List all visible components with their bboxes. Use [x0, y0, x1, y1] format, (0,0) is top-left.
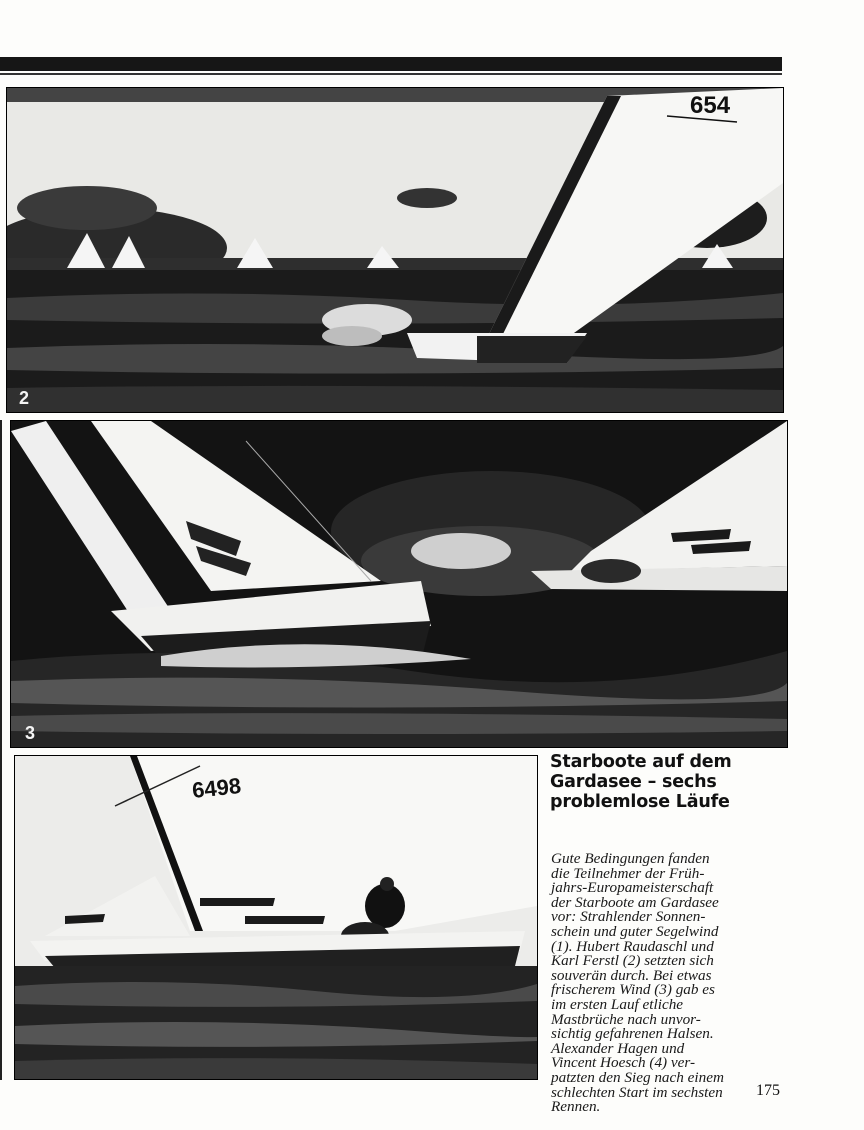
photo-2 [6, 87, 784, 413]
photo-3-image [11, 421, 787, 747]
left-margin-rule [0, 420, 2, 1080]
photo-2-image [7, 88, 783, 412]
article-caption: Gute Bedingungen fanden die Teilnehmer der Früh- jahrs-Europameisterschaft der Starboote am Gardasee vor: Strahlender Sonnen- schein und guter Segelwind (1). Hubert Raudaschl und Karl Ferstl (2) setzten sich souverän durch. Bei etwas frischerem Wind (3) gab es im ersten Lauf etliche Mastbrüche nach unvor- sichtig gefahrenen Halsen. Alexander Hagen und Vincent Hoesch (4) ver- patzten den Sieg nach einem schlechten Start im sechsten Rennen. [551, 850, 724, 1116]
photo-3-number: 3 [25, 723, 36, 743]
photo-4-sail-number: 6498 [190, 772, 243, 803]
photo-3 [10, 420, 788, 748]
photo-4 [14, 755, 538, 1080]
header-rule-thin [0, 73, 782, 75]
photo-4-image [15, 756, 537, 1079]
photo-2-sail-number: 654 [690, 92, 731, 119]
header-rule [0, 57, 782, 71]
article-headline: Starboote auf dem Gardasee – sechs problemlose Läufe [550, 752, 732, 812]
page-number: 175 [756, 1082, 780, 1099]
photo-2-number: 2 [19, 388, 30, 408]
